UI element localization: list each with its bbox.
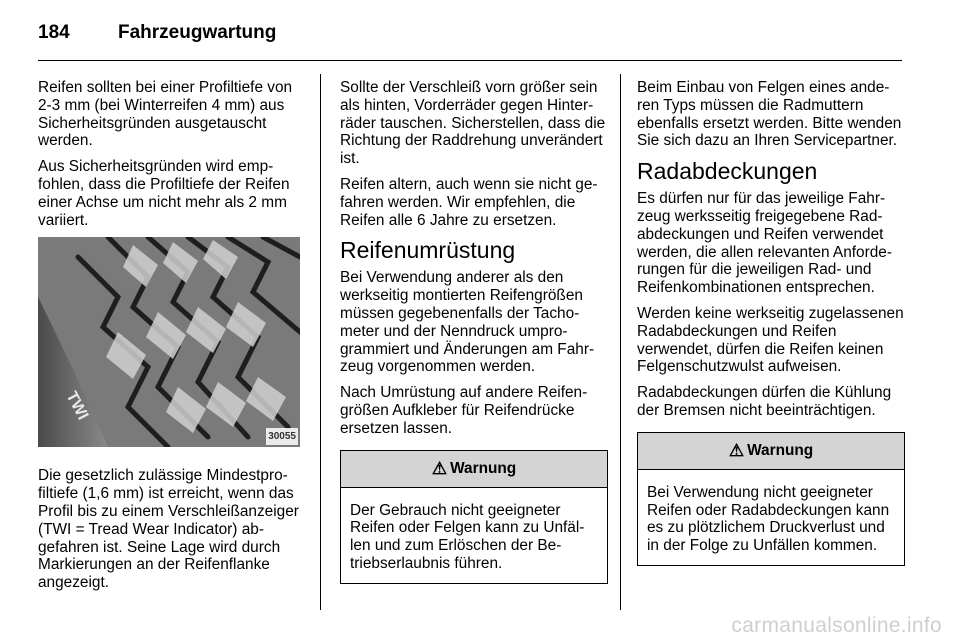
paragraph-pressure-sticker: Nach Umrüstung auf andere Reifengrößen Aufkleber für Reifendrücke ersetzen lassen. bbox=[340, 384, 588, 437]
paragraph-minimum-tread-depth: Die gesetzlich zulässige Mindestprofiltiefe (1,6 mm) ist erreicht, wenn das Profil bis zu einem Verschleißanzeiger (TWI = Tread Wear Indicator) abgefahren ist. Seine Lage wird durch Markierungen an der Reifenflanke angezeigt. bbox=[38, 467, 299, 592]
page-title: Fahrzeugwartung bbox=[118, 22, 277, 43]
tire-twi-marking: TWI bbox=[62, 389, 92, 424]
tire-tread-illustration bbox=[38, 237, 300, 447]
column-divider-2 bbox=[620, 74, 621, 610]
page-header bbox=[38, 18, 276, 48]
paragraph-brake-cooling: Radabdeckungen dürfen die Kühlung der Bremsen nicht beeinträchtigen. bbox=[637, 384, 892, 419]
warning-triangle-icon: ⚠ bbox=[728, 440, 745, 460]
warning-text: Bei Verwendung nicht geeigneter Reifen oder Radabdeckungen kann es zu plötzlichem Druckverlust und in der Folge zu Unfällen kommen. bbox=[647, 483, 890, 555]
page-number: 184 bbox=[38, 22, 70, 43]
column-3 bbox=[637, 79, 905, 566]
warning-header bbox=[341, 451, 607, 488]
warning-text: Der Gebrauch nicht geeigneter Reifen oder Felgen kann zu Unfällen und zum Erlöschen der Betriebserlaubnis führen. bbox=[350, 501, 585, 572]
paragraph-other-tire-sizes: Bei Verwendung anderer als den werkseitig montierten Reifengrößen müssen gegebenenfalls der Tachometer und der Nenndruck umprogrammiert und Änderungen am Fahrzeug vorgenommen werden. bbox=[340, 269, 595, 376]
heading-wheel-covers: Radabdeckungen bbox=[637, 158, 818, 185]
paragraph-wear-front-rear: Sollte der Verschleiß vorn größer sein als hinten, Vorderräder gegen Hinterräder tauschen. Sicherstellen, dass die Richtung der Raddrehung unverändert ist. bbox=[340, 79, 606, 168]
warning-header bbox=[638, 433, 904, 470]
paragraph-wheel-nuts: Beim Einbau von Felgen eines anderen Typs müssen die Radmuttern ebenfalls ersetzt werden. Bitte wenden Sie sich dazu an Ihren Servicepartner. bbox=[637, 79, 902, 150]
warning-triangle-icon: ⚠ bbox=[431, 458, 448, 478]
warning-box bbox=[340, 450, 608, 584]
warning-title: Warnung bbox=[747, 441, 814, 459]
column-divider-1 bbox=[320, 74, 321, 610]
column-1 bbox=[38, 79, 306, 600]
warning-title: Warnung bbox=[450, 459, 517, 477]
heading-tire-conversion: Reifenumrüstung bbox=[340, 237, 516, 264]
watermark: carmanualsonline.info bbox=[731, 614, 942, 637]
figure-number: 30055 bbox=[266, 428, 298, 446]
tire-tread-image bbox=[38, 237, 300, 447]
paragraph-tire-aging: Reifen altern, auch wenn sie nicht gefahren werden. Wir empfehlen, die Reifen alle 6 Jahre zu ersetzen. bbox=[340, 175, 598, 229]
paragraph-profile-depth: Reifen sollten bei einer Profiltiefe von 2-3 mm (bei Winterreifen 4 mm) aus Sicherheitsgründen ausgetauscht werden. bbox=[38, 79, 293, 150]
warning-box bbox=[637, 432, 905, 566]
header-rule bbox=[38, 60, 902, 61]
paragraph-safety-recommendation: Aus Sicherheitsgründen wird empfohlen, dass die Profiltiefe der Reifen einer Achse um nicht mehr als 2 mm variiert. bbox=[38, 158, 290, 229]
paragraph-rim-protection: Werden keine werkseitig zugelassenen Radabdeckungen und Reifen verwendet, dürfen die Reifen keinen Felgenschutzwulst aufweisen. bbox=[637, 304, 904, 376]
column-2 bbox=[340, 79, 608, 584]
paragraph-approved-covers: Es dürfen nur für das jeweilige Fahrzeug werksseitig freigegebene Radabdeckungen und Reifen verwendet werden, die allen relevanten Anforderungen für die jeweiligen Rad- und Reifenkombinationen entsprechen. bbox=[637, 190, 892, 297]
